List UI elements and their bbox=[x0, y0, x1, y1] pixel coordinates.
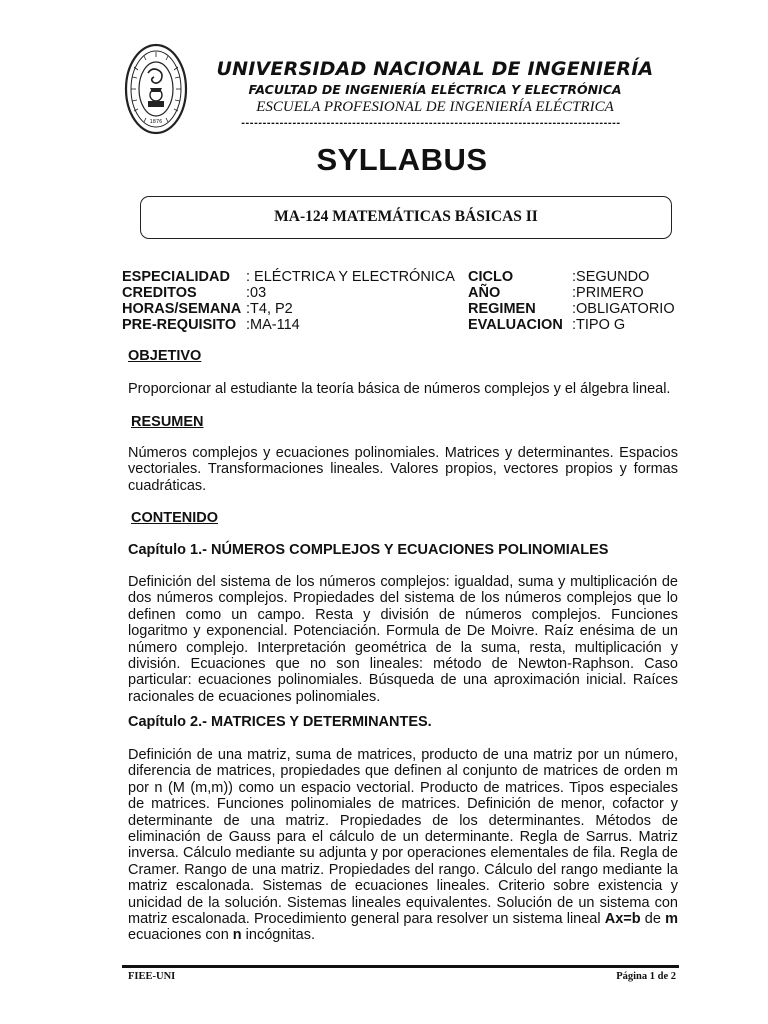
info-label: HORAS/SEMANA bbox=[122, 301, 242, 317]
info-row bbox=[122, 269, 682, 285]
chapter-2-title: Capítulo 2.- MATRICES Y DETERMINANTES. bbox=[128, 714, 432, 730]
equation-text: Ax=b bbox=[604, 911, 641, 928]
info-label: AÑO bbox=[468, 285, 501, 301]
header-separator: ----------------------------------------------------------------------------------------- bbox=[241, 117, 621, 129]
university-name: UNIVERSIDAD NACIONAL DE INGENIERÍA bbox=[216, 58, 654, 80]
faculty-name: FACULTAD DE INGENIERÍA ELÉCTRICA Y ELECTRÓNICA bbox=[248, 82, 622, 97]
chapter-2-text-main: Definición de una matriz, suma de matrices, producto de una matriz por un número, diferencia de matrices, propiedades que definen al conjunto de matrices de orden m por n (M (m,m)) como un espacio vectorial. Producto de matrices. Tipos especiales de matrices. Funciones polinomiales de matrices. Definición de menor, cofactor y determinante de una matriz. Propiedades de los determinantes. Métodos de eliminación de Gauss para el cálculo de un determinante. Regla de Sarrus. Matriz inversa. Cálculo mediante su adjunta y por operaciones elementales de fila. Regla de Cramer. Rango de una matriz. Propiedades del rango. Cálculo del rango mediante la matriz escalonada. Sistemas de ecuaciones lineales. Criterio sobre existencia y unicidad de la solución. Sistemas lineales equivalentes. Solución de un sistema con matriz escalonada. Procedimiento general para resolver un sistema lineal bbox=[128, 747, 678, 928]
info-value: :SEGUNDO bbox=[572, 269, 650, 285]
footer-divider bbox=[122, 965, 679, 968]
svg-text:1876: 1876 bbox=[149, 119, 163, 125]
info-label: EVALUACION bbox=[468, 317, 563, 333]
contenido-heading: CONTENIDO bbox=[131, 510, 218, 526]
info-label: CREDITOS bbox=[122, 285, 197, 301]
document-header bbox=[0, 0, 768, 140]
variable-m: m bbox=[665, 911, 678, 928]
footer-left-text: FIEE-UNI bbox=[128, 971, 176, 982]
variable-n: n bbox=[232, 927, 242, 944]
course-info-table bbox=[122, 269, 682, 333]
info-value: :PRIMERO bbox=[572, 285, 644, 301]
page-title: SYLLABUS bbox=[316, 142, 488, 177]
info-label: ESPECIALIDAD bbox=[122, 269, 230, 285]
info-row bbox=[122, 301, 682, 317]
page-number: Página 1 de 2 bbox=[616, 971, 676, 982]
chapter-2-text bbox=[128, 747, 678, 944]
course-title: MA-124 MATEMÁTICAS BÁSICAS II bbox=[274, 208, 538, 225]
chapter-2-text-tail: incógnitas. bbox=[241, 927, 316, 944]
info-value: :T4, P2 bbox=[246, 301, 293, 317]
info-value: :MA-114 bbox=[246, 317, 300, 333]
info-value: :03 bbox=[246, 285, 267, 301]
objetivo-heading: OBJETIVO bbox=[128, 348, 202, 364]
info-label: REGIMEN bbox=[468, 301, 536, 317]
chapter-1-title: Capítulo 1.- NÚMEROS COMPLEJOS Y ECUACIONES POLINOMIALES bbox=[128, 542, 609, 558]
objetivo-text: Proporcionar al estudiante la teoría básica de números complejos y el álgebra lineal. bbox=[128, 381, 671, 397]
school-name: ESCUELA PROFESIONAL DE INGENIERÍA ELÉCTRICA bbox=[256, 99, 614, 115]
info-row bbox=[122, 317, 682, 333]
course-box bbox=[140, 196, 672, 239]
university-seal-icon bbox=[124, 43, 188, 135]
info-value: :TIPO G bbox=[572, 317, 626, 333]
info-label: CICLO bbox=[468, 269, 514, 285]
chapter-1-text: Definición del sistema de los números complejos: igualdad, suma y multiplicación de dos números complejos. Propiedades del sistema de los números complejos que lo definen como un campo. Resta y división de números complejos. Funciones logaritmo y exponencial. Potenciación. Formula de De Moivre. Raíz enésima de un número complejo. Interpretación geométrica de la suma, resta, multiplicación y división. Ecuaciones que no son lineales: método de Newton-Raphson. Caso particular: ecuaciones polinomiales. Búsqueda de una aproximación inicial. Raíces racionales de ecuaciones polinomiales. bbox=[128, 574, 678, 705]
info-value: :OBLIGATORIO bbox=[572, 301, 675, 317]
info-row bbox=[122, 285, 682, 301]
chapter-2-text-mid: de bbox=[640, 911, 666, 928]
chapter-2-text-mid: ecuaciones con bbox=[128, 927, 233, 944]
info-label: PRE-REQUISITO bbox=[122, 317, 237, 333]
resumen-text: Números complejos y ecuaciones polinomiales. Matrices y determinantes. Espacios vectoriales. Transformaciones lineales. Valores propios, vectores propios y formas cuadráticas. bbox=[128, 445, 678, 494]
resumen-heading: RESUMEN bbox=[131, 414, 204, 430]
info-value: : ELÉCTRICA Y ELECTRÓNICA bbox=[246, 269, 455, 285]
